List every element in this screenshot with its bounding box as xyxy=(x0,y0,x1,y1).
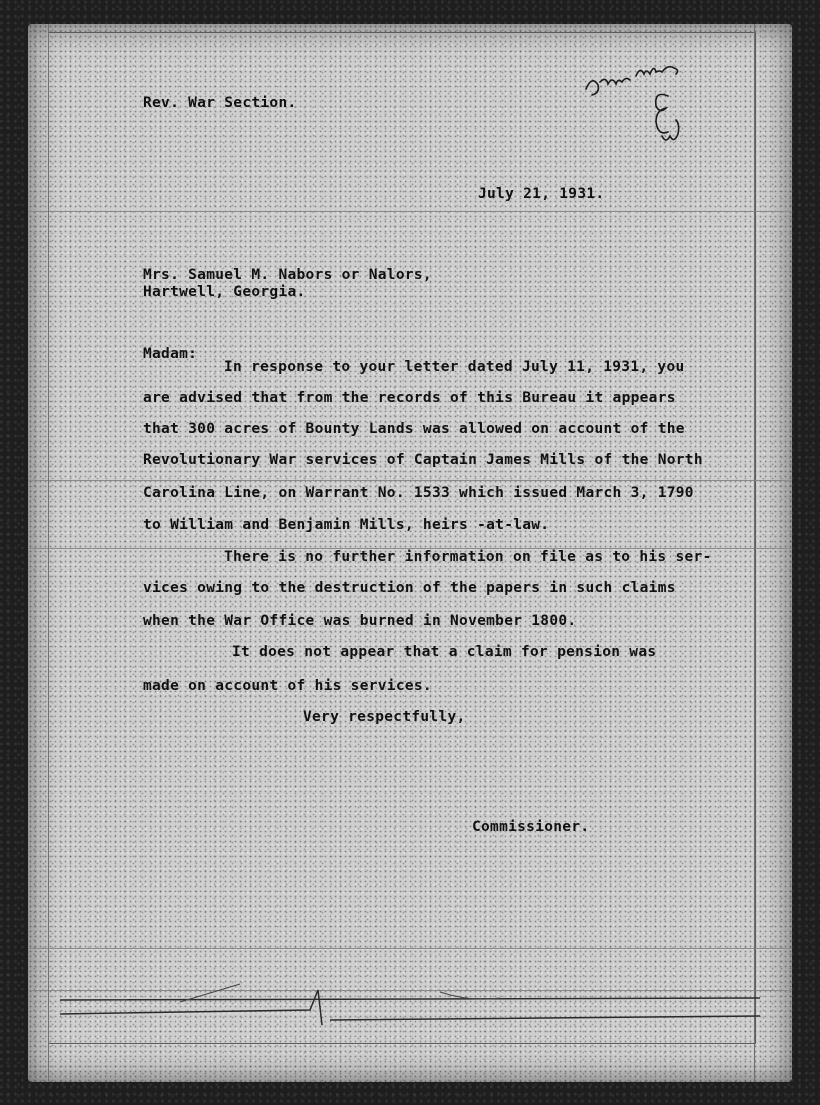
closing: Very respectfully, xyxy=(303,709,466,725)
body-line: There is no further information on file as to his ser- xyxy=(224,549,712,565)
recipient-address: Hartwell, Georgia. xyxy=(143,284,306,300)
scan-line xyxy=(28,480,792,481)
scan-line xyxy=(28,948,792,949)
scan-line xyxy=(28,211,792,212)
body-line: that 300 acres of Bounty Lands was allowed on account of the xyxy=(143,421,685,437)
salutation: Madam: xyxy=(143,346,198,362)
recipient-name: Mrs. Samuel M. Nabors or Nalors, xyxy=(143,267,432,283)
body-line: vices owing to the destruction of the papers in such claims xyxy=(143,580,676,596)
body-line: It does not appear that a claim for pension was xyxy=(232,644,657,660)
handwritten-signature-icon xyxy=(578,44,708,154)
scan-line xyxy=(754,24,755,1082)
body-line: to William and Benjamin Mills, heirs -at-law. xyxy=(143,517,550,533)
letter-date: July 21, 1931. xyxy=(478,186,605,202)
scan-line xyxy=(48,24,49,1082)
body-line: made on account of his services. xyxy=(143,678,432,694)
body-line: when the War Office was burned in November 1800. xyxy=(143,613,577,629)
signature-title: Commissioner. xyxy=(472,819,590,835)
section-heading: Rev. War Section. xyxy=(143,95,297,111)
body-line: Revolutionary War services of Captain James Mills of the North xyxy=(143,452,703,468)
scan-artifact-icon xyxy=(60,980,760,1030)
body-line: Carolina Line, on Warrant No. 1533 which issued March 3, 1790 xyxy=(143,485,694,501)
body-line: are advised that from the records of this Bureau it appears xyxy=(143,390,676,406)
page-border xyxy=(48,32,756,1044)
body-line: In response to your letter dated July 11, 1931, you xyxy=(224,359,685,375)
